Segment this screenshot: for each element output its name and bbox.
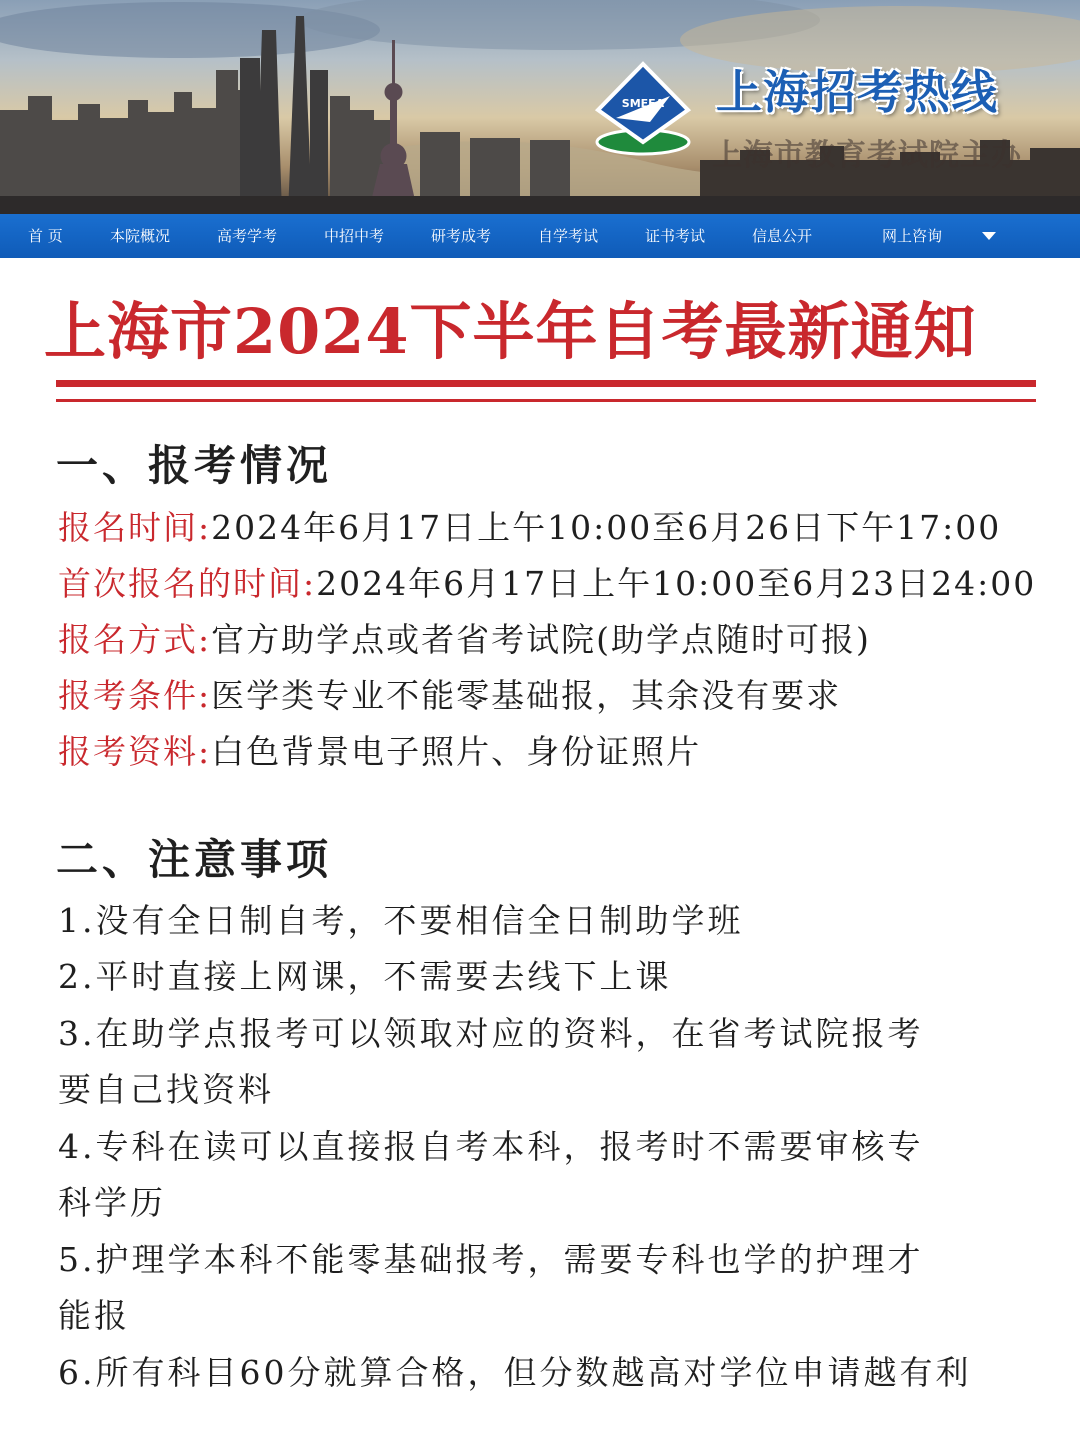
site-title: 上海招考热线 — [716, 65, 998, 119]
info-row-value: 官方助学点或者省考试院(助学点随时可报) — [211, 620, 871, 659]
note-line: 1.没有全日制自考，不要相信全日制助学班 — [58, 901, 744, 940]
nav-item-info[interactable]: 信息公开 — [752, 227, 813, 245]
info-row-value: 2024年6月17日上午10:00至6月26日下午17:00 — [211, 508, 1002, 547]
note-line: 6.所有科目60分就算合格，但分数越高对学位申请越有利 — [58, 1353, 972, 1392]
nav-item-yankao[interactable]: 研考成考 — [431, 227, 492, 245]
info-row-key: 报考条件: — [58, 676, 212, 715]
note-line: 能报 — [58, 1296, 130, 1335]
site-subtitle: 上海市教育考试院主办 — [712, 138, 1022, 173]
info-row-value: 白色背景电子照片、身份证照片 — [211, 732, 702, 771]
info-row-value: 2024年6月17日上午10:00至6月23日24:00 — [316, 564, 1037, 603]
caret-down-icon[interactable] — [982, 232, 996, 240]
note-line: 2.平时直接上网课，不需要去线下上课 — [58, 957, 672, 996]
page-title: 上海市2024下半年自考最新通知 — [44, 295, 977, 368]
info-row-first-registration-time — [58, 561, 1036, 607]
info-row-key: 首次报名的时间: — [58, 564, 317, 603]
nav-item-consult[interactable]: 网上咨询 — [882, 227, 943, 245]
section-heading-notes: 二、注意事项 — [56, 835, 333, 884]
nav-item-about[interactable]: 本院概况 — [110, 227, 171, 245]
info-row-registration-time — [58, 505, 1001, 551]
note-line: 5.护理学本科不能零基础报考，需要专科也学的护理才 — [58, 1240, 924, 1279]
nav-item-zikao[interactable]: 自学考试 — [538, 227, 599, 245]
info-row-conditions — [58, 673, 841, 719]
info-row-key: 报名方式: — [58, 620, 212, 659]
title-divider-thick — [56, 380, 1036, 387]
note-line: 3.在助学点报考可以领取对应的资料，在省考试院报考 — [58, 1014, 924, 1053]
note-line: 4.专科在读可以直接报自考本科，报考时不需要审核专 — [58, 1127, 924, 1166]
note-line: 要自己找资料 — [58, 1070, 274, 1109]
smeea-logo — [588, 60, 698, 160]
note-line: 科学历 — [58, 1183, 166, 1222]
info-row-materials — [58, 729, 701, 775]
nav-item-home[interactable]: 首 页 — [28, 227, 63, 245]
info-row-value: 医学类专业不能零基础报，其余没有要求 — [211, 676, 842, 715]
main-nav — [0, 214, 1080, 258]
info-row-key: 报考资料: — [58, 732, 212, 771]
section-heading-registration: 一、报考情况 — [56, 441, 333, 490]
nav-item-certificate[interactable]: 证书考试 — [645, 227, 706, 245]
title-divider-thin — [56, 399, 1036, 402]
header-banner — [0, 0, 1080, 214]
info-row-key: 报名时间: — [58, 508, 212, 547]
svg-text:SMEEA: SMEEA — [621, 97, 665, 110]
nav-item-zhongkao[interactable]: 中招中考 — [324, 227, 385, 245]
info-row-registration-method — [58, 617, 871, 663]
nav-item-gaokao[interactable]: 高考学考 — [217, 227, 278, 245]
